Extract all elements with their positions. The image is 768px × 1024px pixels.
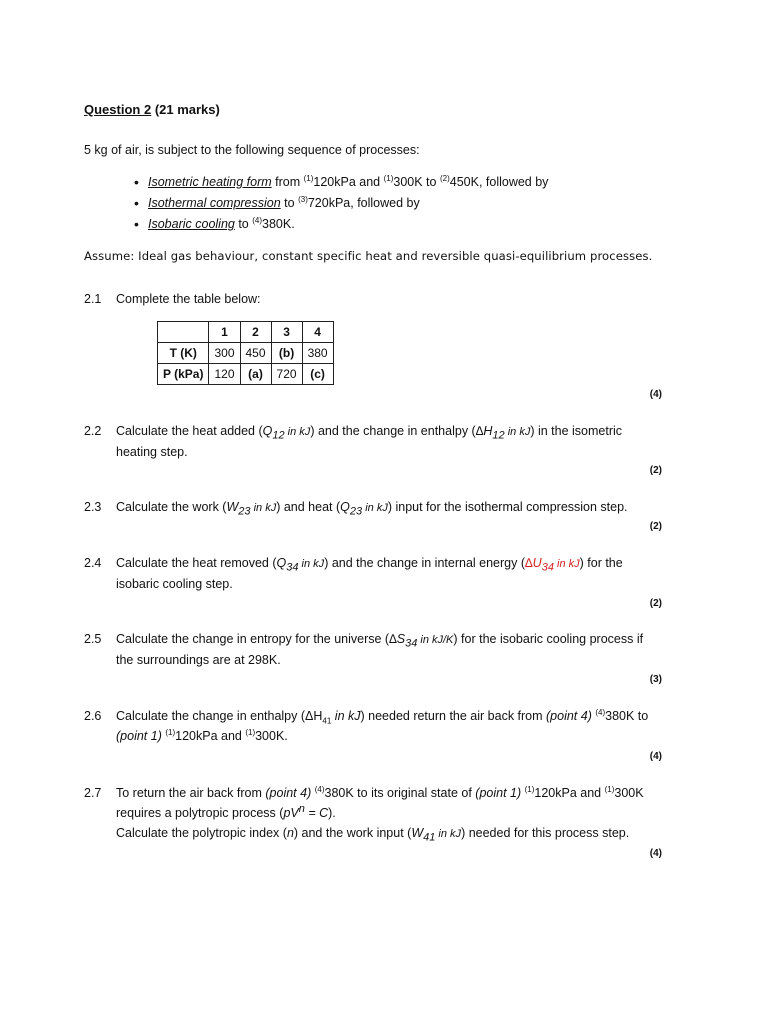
unit: in kJ: [250, 502, 277, 514]
question-label: Question 2: [84, 102, 152, 117]
unit: in kJ: [504, 426, 531, 438]
table-cell: (b): [271, 343, 302, 364]
text: To return the air back from: [116, 786, 266, 800]
table-row: [158, 364, 334, 385]
marks-2-3: (2): [649, 521, 662, 532]
state-sup: (4): [314, 784, 325, 794]
process-item: [148, 193, 548, 214]
text: ) needed for this process step.: [461, 826, 630, 840]
table-cell: 120: [209, 364, 240, 385]
text: Calculate the change in enthalpy (: [116, 709, 306, 723]
unit: in kJ: [362, 502, 388, 514]
highlighted-term: [525, 556, 580, 574]
table-header-row: [158, 322, 334, 343]
text: from: [271, 175, 304, 189]
symbol: W: [411, 826, 424, 840]
text: 450K, followed by: [449, 175, 549, 189]
point-ref: (point 1): [116, 729, 162, 743]
subscript: 23: [238, 505, 251, 518]
point-ref: (point 1): [475, 786, 522, 800]
text: ) in the isometric heating step.: [116, 424, 623, 459]
state-sup: (1): [303, 173, 314, 183]
text: Calculate the work (: [116, 500, 227, 514]
text: ) and the change in internal energy (: [324, 556, 526, 570]
unit: in kJ: [331, 709, 361, 723]
text: to: [280, 196, 299, 210]
question-2-4: [84, 553, 654, 594]
symbol: Q: [276, 556, 287, 570]
process-name: Isothermal compression: [148, 196, 281, 210]
question-text: [116, 421, 654, 462]
marks-2-2: (2): [649, 465, 662, 476]
table-row-label: P (kPa): [158, 364, 209, 385]
question-number: 2.2: [84, 424, 102, 438]
unit: in kJ: [553, 558, 580, 570]
process-item: [148, 172, 548, 193]
text: 120kPa and: [175, 729, 246, 743]
process-name: Isobaric cooling: [148, 217, 235, 231]
state-sup: (2): [439, 173, 450, 183]
symbol: ΔH: [305, 709, 323, 723]
question-number: 2.5: [84, 632, 102, 646]
text: 120kPa and: [534, 786, 605, 800]
subscript: 34: [541, 561, 554, 574]
table-cell: 380: [302, 343, 333, 364]
text: ) and the change in enthalpy (: [310, 424, 476, 438]
process-name: Isometric heating form: [148, 175, 272, 189]
process-item: [148, 214, 548, 235]
table-cell: 300: [209, 343, 240, 364]
text: ) for the isobaric cooling process if the surroundings are at 298K.: [116, 632, 644, 667]
text: ) and heat (: [276, 500, 341, 514]
subscript: 23: [349, 505, 363, 518]
table-header-cell: 2: [240, 322, 271, 343]
text: Calculate the heat removed (: [116, 556, 277, 570]
state-table: [157, 321, 334, 385]
state-sup: (1): [524, 784, 535, 794]
state-sup: (1): [165, 727, 176, 737]
subscript: 12: [272, 429, 285, 442]
state-sup: (1): [245, 727, 256, 737]
unit: in kJ: [435, 828, 462, 840]
question-2-7: [84, 783, 654, 844]
marks-2-6: (4): [649, 751, 662, 762]
symbol: ∆S: [389, 632, 406, 646]
text: 380K to its original state of: [324, 786, 476, 800]
table-cell: [158, 322, 209, 343]
symbol: ∆H: [475, 424, 493, 438]
point-ref: (point 4): [546, 709, 592, 723]
text: 300K to: [393, 175, 440, 189]
question-2-3: [84, 497, 654, 518]
symbol: = C: [304, 806, 329, 820]
text: 720kPa, followed by: [307, 196, 420, 210]
unit: in kJ: [298, 558, 325, 570]
text: ).: [328, 806, 336, 820]
text: 300K requires a polytropic process (: [116, 786, 644, 820]
symbol: Q: [340, 500, 350, 514]
question-number: 2.7: [84, 786, 102, 800]
question-number: 2.1: [84, 292, 102, 306]
text: ) needed return the air back from: [360, 709, 547, 723]
question-number: 2.6: [84, 709, 102, 723]
text: ) and the work input (: [293, 826, 412, 840]
question-2-1: [84, 289, 654, 309]
marks-2-4: (2): [649, 598, 662, 609]
question-text: [116, 553, 654, 594]
table-row: [158, 343, 334, 364]
question-text: [116, 629, 654, 670]
superscript: n: [298, 802, 305, 815]
point-ref: (point 4): [265, 786, 312, 800]
question-text: [116, 497, 654, 518]
symbol: pV: [283, 806, 299, 820]
state-sup: (4): [252, 215, 263, 225]
symbol: W: [226, 500, 239, 514]
question-2-5: [84, 629, 654, 670]
subscript: 41: [423, 831, 436, 844]
table-header-cell: 4: [302, 322, 333, 343]
symbol: n: [286, 826, 294, 840]
text: Calculate the change in entropy for the universe (: [116, 632, 390, 646]
state-sup: (4): [595, 707, 606, 717]
question-2-2: [84, 421, 654, 462]
subscript: 34: [405, 637, 418, 650]
intro-text: 5 kg of air, is subject to the following sequence of processes:: [84, 143, 420, 157]
table-row-label: T (K): [158, 343, 209, 364]
symbol: ∆U: [525, 556, 542, 570]
state-sup: (3): [298, 194, 308, 204]
table-header-cell: 1: [209, 322, 240, 343]
table-cell: 450: [240, 343, 271, 364]
unit: in kJ: [284, 426, 311, 438]
text: ) input for the isothermal compression step.: [387, 500, 628, 514]
subscript: 12: [492, 429, 505, 442]
question-text: [116, 706, 654, 746]
question-title: [84, 102, 220, 117]
text: 380K to: [605, 709, 649, 723]
question-2-6: [84, 706, 654, 746]
question-text: [116, 783, 654, 844]
text: 120kPa and: [313, 175, 384, 189]
table-cell: 720: [271, 364, 302, 385]
table-cell: (a): [240, 364, 271, 385]
subscript: 34: [286, 561, 299, 574]
text: Calculate the heat added (: [116, 424, 263, 438]
marks-2-1: (4): [649, 389, 662, 400]
text: to: [234, 217, 253, 231]
unit: in kJ/K: [417, 634, 454, 646]
question-text: Complete the table below:: [116, 292, 261, 306]
text: 380K.: [262, 217, 295, 231]
state-sup: (1): [604, 784, 615, 794]
question-marks: (21 marks): [154, 102, 220, 117]
table-cell: (c): [302, 364, 333, 385]
marks-2-7: (4): [649, 848, 662, 859]
text: 300K.: [255, 729, 288, 743]
text: ) for the isobaric cooling step.: [116, 556, 623, 591]
marks-2-5: (3): [649, 674, 662, 685]
subscript: 41: [322, 716, 332, 726]
text: Calculate the polytropic index (: [116, 826, 287, 840]
table-header-cell: 3: [271, 322, 302, 343]
question-number: 2.3: [84, 500, 102, 514]
state-sup: (1): [383, 173, 394, 183]
question-number: 2.4: [84, 556, 102, 570]
symbol: Q: [262, 424, 273, 438]
process-list: [148, 172, 548, 235]
assumption-text: Assume: Ideal gas behaviour, constant specific heat and reversible quasi-equilibrium processes.: [84, 249, 653, 263]
